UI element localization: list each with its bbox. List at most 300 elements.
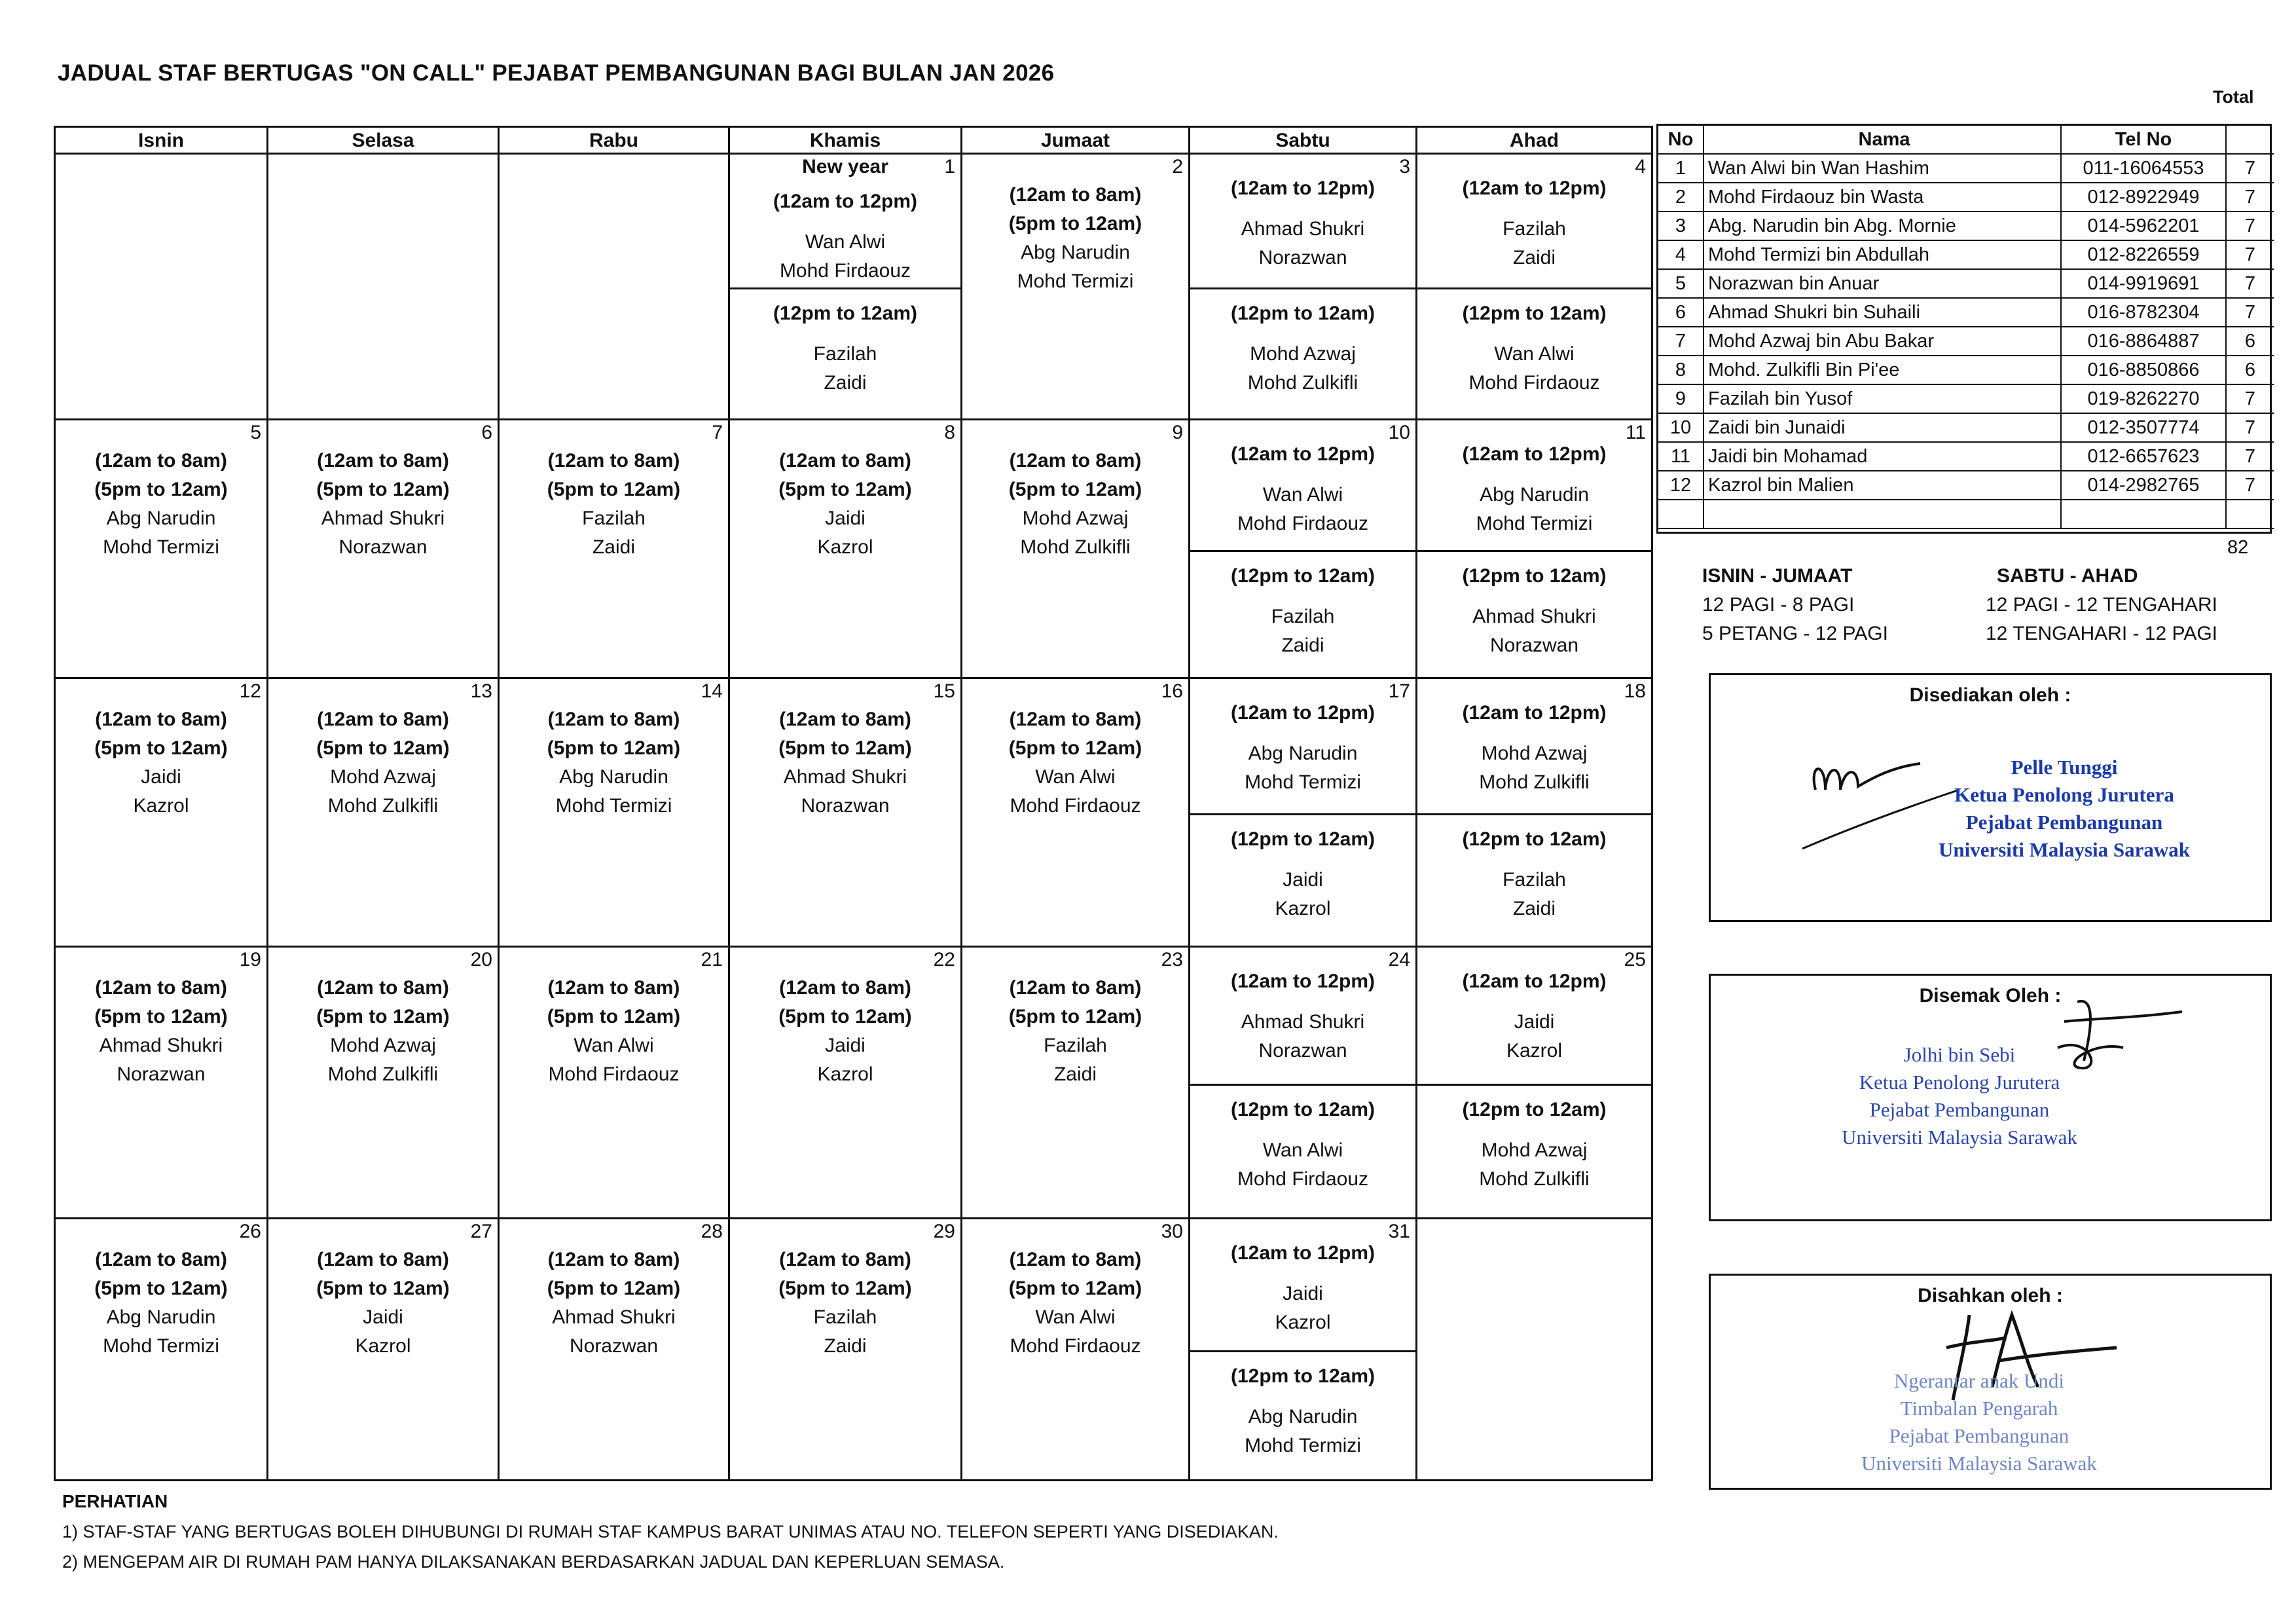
shift-block bbox=[730, 1246, 960, 1361]
day-number: 17 bbox=[1388, 680, 1410, 702]
approved-name: Ngerantar anak Undi bbox=[1894, 1369, 2064, 1392]
staff-col-tel: 014-9919691 bbox=[2060, 270, 2225, 299]
shift-time-evening: (5pm to 12am) bbox=[547, 1278, 681, 1299]
shift-name: Jaidi bbox=[1283, 1283, 1323, 1304]
shift-time-evening: (5pm to 12am) bbox=[547, 1006, 681, 1027]
shift-time-morning: (12am to 8am) bbox=[317, 709, 449, 730]
shift-name: Wan Alwi bbox=[1262, 1139, 1343, 1161]
day-cell-6 bbox=[266, 418, 500, 679]
shift-time-morning: (12am to 8am) bbox=[317, 450, 449, 471]
approved-by-label: Disahkan oleh : bbox=[1918, 1285, 2063, 1306]
shift-block-1 bbox=[1417, 440, 1651, 538]
shift-block bbox=[56, 447, 266, 562]
prepared-name: Pelle Tunggi bbox=[2011, 756, 2118, 779]
shift-block bbox=[962, 447, 1188, 562]
shift-divider bbox=[1417, 287, 1651, 289]
day-number: 25 bbox=[1624, 949, 1646, 970]
shift-name: Mohd Azwaj bbox=[1481, 1139, 1588, 1161]
empty-day-cell bbox=[54, 153, 268, 420]
shift-name: Wan Alwi bbox=[574, 1035, 654, 1056]
day-number: 28 bbox=[701, 1221, 723, 1242]
shift-time-morning: (12am to 8am) bbox=[779, 450, 911, 471]
day-cell-22 bbox=[728, 946, 962, 1219]
shift-name: Jaidi bbox=[1514, 1011, 1555, 1033]
staff-col-name: Norazwan bin Anuar bbox=[1703, 270, 2060, 299]
shift-block-2 bbox=[1417, 299, 1651, 397]
shift-time-evening: (5pm to 12am) bbox=[778, 479, 912, 500]
staff-col-no: 9 bbox=[1675, 388, 1686, 409]
shift-time-evening: (5pm to 12am) bbox=[778, 1278, 912, 1299]
prepared-university: Universiti Malaysia Sarawak bbox=[1938, 838, 2191, 861]
day-cell-12 bbox=[54, 677, 268, 948]
day-cell-27 bbox=[266, 1217, 500, 1481]
checked-position: Ketua Penolong Jurutera bbox=[1859, 1071, 2060, 1094]
shift-name: Mohd Zulkifli bbox=[327, 795, 439, 817]
shift-name: Mohd Azwaj bbox=[330, 766, 436, 788]
shift-time-2: (12pm to 12am) bbox=[1230, 828, 1376, 850]
day-number: 4 bbox=[1635, 156, 1646, 177]
staff-col-no: 1 bbox=[1675, 158, 1686, 179]
shift-name: Mohd Zulkifli bbox=[1247, 372, 1358, 394]
shift-block-1 bbox=[1417, 174, 1651, 272]
shift-name: Mohd Firdaouz bbox=[1237, 513, 1369, 534]
shift-time-morning: (12am to 8am) bbox=[95, 977, 227, 999]
shift-block bbox=[500, 1246, 728, 1361]
day-number: 10 bbox=[1388, 422, 1410, 443]
prepared-position: Ketua Penolong Jurutera bbox=[1954, 783, 2174, 806]
staff-col-no: 8 bbox=[1675, 360, 1686, 380]
day-number: 29 bbox=[933, 1221, 955, 1242]
shift-name: Kazrol bbox=[133, 795, 189, 817]
shift-block-2 bbox=[1190, 562, 1415, 660]
shift-time-morning: (12am to 8am) bbox=[547, 709, 680, 730]
staff-table-row bbox=[1658, 414, 2274, 443]
shift-name: Jaidi bbox=[825, 507, 866, 529]
shift-time-morning: (12am to 8am) bbox=[95, 450, 227, 471]
staff-col-name: Wan Alwi bin Wan Hashim bbox=[1703, 155, 2060, 183]
day-cell-28 bbox=[498, 1217, 730, 1481]
day-cell-3 bbox=[1188, 153, 1417, 420]
day-number: 21 bbox=[701, 949, 723, 970]
shift-time-morning: (12am to 8am) bbox=[1009, 709, 1142, 730]
shift-time-evening: (5pm to 12am) bbox=[94, 1006, 228, 1027]
total-header: Total bbox=[2213, 87, 2254, 107]
shift-block bbox=[56, 1246, 266, 1361]
checked-by-label: Disemak Oleh : bbox=[1919, 985, 2062, 1006]
shift-block-1 bbox=[1417, 967, 1651, 1065]
empty-day-cell bbox=[498, 153, 730, 420]
shift-time-evening: (5pm to 12am) bbox=[547, 479, 681, 500]
day-number: 22 bbox=[933, 949, 955, 970]
shift-name: Zaidi bbox=[1512, 898, 1556, 919]
shift-time-morning: (12am to 8am) bbox=[95, 709, 227, 730]
shift-divider bbox=[1417, 813, 1651, 815]
day-number: 7 bbox=[712, 422, 723, 443]
shift-time-1: (12am to 12pm) bbox=[773, 191, 918, 212]
shift-name: Abg Narudin bbox=[1248, 743, 1358, 764]
day-number: 11 bbox=[1625, 422, 1646, 443]
shift-name: Norazwan bbox=[569, 1335, 659, 1357]
day-header-ahad: Ahad bbox=[1415, 126, 1653, 155]
shift-block bbox=[962, 181, 1188, 296]
day-number: 8 bbox=[944, 422, 955, 443]
notes bbox=[62, 1486, 1279, 1577]
shift-name: Mohd Termizi bbox=[103, 536, 219, 558]
shift-time-morning: (12am to 8am) bbox=[779, 1249, 911, 1270]
shift-name: Mohd Termizi bbox=[1245, 771, 1361, 793]
shift-block-1 bbox=[1190, 440, 1415, 538]
shift-time-evening: (5pm to 12am) bbox=[316, 1006, 450, 1027]
staff-col-no: 5 bbox=[1675, 273, 1686, 294]
day-cell-25 bbox=[1415, 946, 1653, 1219]
staff-col-tel: 019-8262270 bbox=[2060, 385, 2225, 414]
shift-name: Mohd Termizi bbox=[1476, 513, 1593, 534]
day-number: 31 bbox=[1388, 1221, 1410, 1242]
shift-time-2: (12pm to 12am) bbox=[1462, 1099, 1607, 1120]
weekday-shift-1: 12 PAGI - 8 PAGI bbox=[1702, 594, 1855, 616]
weekend-shift-1: 12 PAGI - 12 TENGAHARI bbox=[1985, 594, 2217, 616]
day-cell-10 bbox=[1188, 418, 1417, 679]
prepared-by-label: Disediakan oleh : bbox=[1909, 684, 2071, 706]
day-number: 19 bbox=[239, 949, 261, 970]
shift-block-2 bbox=[1190, 1096, 1415, 1194]
day-cell-11 bbox=[1415, 418, 1653, 679]
shift-time-2: (12pm to 12am) bbox=[1462, 303, 1607, 324]
shift-name: Fazilah bbox=[1503, 218, 1566, 240]
shift-block bbox=[730, 447, 960, 562]
shift-divider bbox=[1417, 1084, 1651, 1086]
staff-col-tel: 012-8226559 bbox=[2060, 241, 2225, 270]
shift-block bbox=[500, 447, 728, 562]
shift-time-evening: (5pm to 12am) bbox=[94, 737, 228, 759]
shift-time-2: (12pm to 12am) bbox=[1462, 828, 1607, 850]
shift-time-1: (12am to 12pm) bbox=[1462, 177, 1607, 199]
day-number: 30 bbox=[1161, 1221, 1183, 1242]
staff-col-name: Ahmad Shukri bin Suhaili bbox=[1703, 299, 2060, 327]
day-number: 9 bbox=[1172, 422, 1183, 443]
staff-col-total: 6 bbox=[2225, 356, 2274, 385]
day-cell-8 bbox=[728, 418, 962, 679]
staff-col-total: 7 bbox=[2225, 155, 2274, 183]
shift-block bbox=[268, 705, 498, 821]
shift-name: Wan Alwi bbox=[1035, 766, 1116, 788]
shift-time-morning: (12am to 8am) bbox=[547, 1249, 680, 1270]
shift-name: Zaidi bbox=[1053, 1063, 1097, 1085]
staff-col-name: Nama bbox=[1703, 126, 2060, 155]
shift-name: Mohd Termizi bbox=[1245, 1435, 1361, 1456]
shift-block bbox=[56, 974, 266, 1089]
day-cell-14 bbox=[498, 677, 730, 948]
staff-col-tel bbox=[2060, 500, 2225, 529]
staff-col-name: Mohd Termizi bin Abdullah bbox=[1703, 241, 2060, 270]
shift-name: Wan Alwi bbox=[1262, 484, 1343, 506]
staff-col-name: Zaidi bin Junaidi bbox=[1703, 414, 2060, 443]
note-item-1: 1) STAF-STAF YANG BERTUGAS BOLEH DIHUBUNGI DI RUMAH STAF KAMPUS BARAT UNIMAS ATAU NO. TELEFON SEPERTI YANG DISEDIAKAN. bbox=[62, 1522, 1279, 1541]
shift-time-evening: (5pm to 12am) bbox=[316, 1278, 450, 1299]
shift-time-morning: (12am to 8am) bbox=[317, 1249, 449, 1270]
day-number: 13 bbox=[470, 680, 492, 702]
shift-time-2: (12pm to 12am) bbox=[1230, 1365, 1376, 1387]
shift-name: Norazwan bbox=[1258, 247, 1347, 268]
shift-name: Zaidi bbox=[824, 372, 867, 394]
shift-time-2: (12pm to 12am) bbox=[1230, 303, 1376, 324]
staff-table bbox=[1656, 124, 2272, 534]
staff-col-name: Fazilah bin Yusof bbox=[1703, 385, 2060, 414]
shift-name: Kazrol bbox=[817, 1063, 873, 1085]
shift-time-evening: (5pm to 12am) bbox=[1008, 479, 1142, 500]
shift-name: Ahmad Shukri bbox=[1472, 606, 1596, 627]
staff-table-row bbox=[1658, 327, 2274, 356]
shift-name: Zaidi bbox=[1281, 635, 1324, 656]
shift-name: Kazrol bbox=[817, 536, 873, 558]
day-cell-29 bbox=[728, 1217, 962, 1481]
shift-time-evening: (5pm to 12am) bbox=[1008, 1006, 1142, 1027]
day-header-selasa: Selasa bbox=[266, 126, 500, 155]
shift-time-morning: (12am to 8am) bbox=[1009, 1249, 1142, 1270]
staff-col-name: Kazrol bin Malien bbox=[1703, 471, 2060, 500]
shift-time-evening: (5pm to 12am) bbox=[778, 1006, 912, 1027]
shift-time-morning: (12am to 8am) bbox=[779, 709, 911, 730]
shift-time-morning: (12am to 8am) bbox=[1009, 450, 1142, 471]
shift-name: Ahmad Shukri bbox=[99, 1035, 223, 1056]
day-number: 5 bbox=[250, 422, 261, 443]
staff-col-no: 10 bbox=[1669, 417, 1692, 438]
staff-col-total: 7 bbox=[2225, 414, 2274, 443]
shift-block bbox=[730, 705, 960, 821]
staff-col-total bbox=[2225, 126, 2274, 155]
shift-name: Mohd Firdaouz bbox=[1237, 1168, 1369, 1190]
shift-name: Abg Narudin bbox=[106, 507, 216, 529]
day-number: 6 bbox=[481, 422, 492, 443]
staff-table-row bbox=[1658, 270, 2274, 299]
staff-table-header bbox=[1658, 126, 2274, 155]
shift-name: Abg Narudin bbox=[1480, 484, 1589, 506]
staff-col-no: No bbox=[1667, 129, 1694, 150]
shift-name: Fazilah bbox=[813, 343, 877, 365]
staff-table-row bbox=[1658, 356, 2274, 385]
shift-name: Norazwan bbox=[1489, 635, 1579, 656]
staff-col-tel: 011-16064553 bbox=[2060, 155, 2225, 183]
day-cell-1 bbox=[728, 153, 962, 420]
staff-col-total: 7 bbox=[2225, 443, 2274, 471]
staff-col-tel: 014-2982765 bbox=[2060, 471, 2225, 500]
shift-name: Mohd Azwaj bbox=[330, 1035, 436, 1056]
shift-divider bbox=[1190, 287, 1415, 289]
weekend-shift-2: 12 TENGAHARI - 12 PAGI bbox=[1985, 623, 2217, 644]
shift-time-evening: (5pm to 12am) bbox=[1008, 213, 1142, 234]
shift-time-1: (12am to 12pm) bbox=[1230, 177, 1376, 199]
shift-name: Mohd Azwaj bbox=[1250, 343, 1356, 365]
shift-time-evening: (5pm to 12am) bbox=[94, 1278, 228, 1299]
shift-time-2: (12pm to 12am) bbox=[1230, 1099, 1376, 1120]
staff-col-tel: 016-8782304 bbox=[2060, 299, 2225, 327]
shift-name: Mohd Firdaouz bbox=[1010, 1335, 1141, 1357]
staff-col-total: 7 bbox=[2225, 241, 2274, 270]
staff-col-total: 6 bbox=[2225, 327, 2274, 356]
shift-name: Mohd Termizi bbox=[555, 795, 672, 817]
day-number: 12 bbox=[239, 680, 261, 702]
weekend-title: SABTU - AHAD bbox=[1997, 565, 2138, 587]
staff-col-tel: 012-6657623 bbox=[2060, 443, 2225, 471]
shift-name: Zaidi bbox=[592, 536, 636, 558]
staff-table-row-empty bbox=[1658, 500, 2274, 529]
shift-block bbox=[962, 974, 1188, 1089]
staff-col-tel: 016-8864887 bbox=[2060, 327, 2225, 356]
staff-col-no: 12 bbox=[1669, 475, 1692, 496]
shift-name: Fazilah bbox=[1503, 869, 1566, 891]
shift-name: Zaidi bbox=[824, 1335, 867, 1357]
shift-name: Jaidi bbox=[825, 1035, 866, 1056]
empty-day-cell bbox=[266, 153, 500, 420]
staff-table-row bbox=[1658, 155, 2274, 183]
checked-name: Jolhi bin Sebi bbox=[1903, 1043, 2016, 1066]
staff-col-no: 2 bbox=[1675, 187, 1686, 208]
day-cell-24 bbox=[1188, 946, 1417, 1219]
staff-col-name: Mohd Azwaj bin Abu Bakar bbox=[1703, 327, 2060, 356]
staff-table-row bbox=[1658, 212, 2274, 241]
day-number: 23 bbox=[1161, 949, 1183, 970]
shift-time-morning: (12am to 8am) bbox=[779, 977, 911, 999]
staff-col-name: Mohd Firdaouz bin Wasta bbox=[1703, 183, 2060, 212]
staff-col-name: Abg. Narudin bin Abg. Mornie bbox=[1703, 212, 2060, 241]
shift-name: Mohd Zulkifli bbox=[1479, 1168, 1590, 1190]
shift-name: Fazilah bbox=[1044, 1035, 1107, 1056]
shift-time-evening: (5pm to 12am) bbox=[1008, 737, 1142, 759]
shift-name: Abg Narudin bbox=[559, 766, 668, 788]
shift-divider bbox=[1417, 550, 1651, 552]
staff-col-no: 4 bbox=[1675, 244, 1686, 265]
shift-name: Fazilah bbox=[1271, 606, 1335, 627]
shift-divider bbox=[1190, 550, 1415, 552]
approved-position: Timbalan Pengarah bbox=[1900, 1397, 2058, 1420]
staff-col-no: 6 bbox=[1675, 302, 1686, 323]
day-number: 14 bbox=[701, 680, 723, 702]
shift-name: Mohd Termizi bbox=[103, 1335, 219, 1357]
shift-time-evening: (5pm to 12am) bbox=[1008, 1278, 1142, 1299]
day-cell-30 bbox=[960, 1217, 1190, 1481]
shift-time-evening: (5pm to 12am) bbox=[547, 737, 681, 759]
shift-name: Ahmad Shukri bbox=[552, 1306, 676, 1328]
checked-by-box bbox=[1709, 974, 2272, 1221]
staff-col-no bbox=[1658, 500, 1703, 529]
weekday-title: ISNIN - JUMAAT bbox=[1702, 565, 1853, 587]
shift-name: Mohd Azwaj bbox=[1481, 743, 1588, 764]
shift-time-evening: (5pm to 12am) bbox=[316, 737, 450, 759]
shift-name: Zaidi bbox=[1512, 247, 1556, 268]
staff-col-name: Jaidi bin Mohamad bbox=[1703, 443, 2060, 471]
shift-block bbox=[268, 447, 498, 562]
shift-block bbox=[962, 1246, 1188, 1361]
shift-time-1: (12am to 12pm) bbox=[1230, 1242, 1376, 1264]
day-cell-23 bbox=[960, 946, 1190, 1219]
day-cell-26 bbox=[54, 1217, 268, 1481]
staff-col-tel: Tel No bbox=[2060, 126, 2225, 155]
shift-name: Mohd Azwaj bbox=[1022, 507, 1129, 529]
shift-block bbox=[962, 705, 1188, 821]
staff-col-total: 7 bbox=[2225, 471, 2274, 500]
shift-time-2: (12pm to 12am) bbox=[773, 303, 918, 324]
staff-col-tel: 012-8922949 bbox=[2060, 183, 2225, 212]
staff-col-total: 7 bbox=[2225, 270, 2274, 299]
shift-block bbox=[268, 1246, 498, 1361]
shift-block-2 bbox=[1190, 1362, 1415, 1460]
day-cell-16 bbox=[960, 677, 1190, 948]
shift-name: Ahmad Shukri bbox=[321, 507, 445, 529]
shift-time-morning: (12am to 8am) bbox=[547, 450, 680, 471]
day-cell-19 bbox=[54, 946, 268, 1219]
prepared-office: Pejabat Pembangunan bbox=[1965, 811, 2163, 834]
day-number: 20 bbox=[470, 949, 492, 970]
staff-col-total bbox=[2225, 500, 2274, 529]
shift-name: Norazwan bbox=[801, 795, 890, 817]
shift-block-2 bbox=[730, 299, 960, 397]
day-number: 26 bbox=[239, 1221, 261, 1242]
shift-name: Kazrol bbox=[355, 1335, 411, 1357]
shift-divider bbox=[1190, 813, 1415, 815]
day-cell-7 bbox=[498, 418, 730, 679]
day-number: 3 bbox=[1399, 156, 1410, 177]
shift-name: Kazrol bbox=[1506, 1040, 1563, 1061]
shift-block-1 bbox=[1190, 699, 1415, 797]
shift-block-1 bbox=[1190, 1239, 1415, 1337]
empty-day-cell bbox=[1415, 1217, 1653, 1481]
day-cell-9 bbox=[960, 418, 1190, 679]
shift-block bbox=[56, 705, 266, 821]
checked-office: Pejabat Pembangunan bbox=[1869, 1098, 2050, 1121]
shift-name: Mohd Zulkifli bbox=[1020, 536, 1131, 558]
day-header-rabu: Rabu bbox=[498, 126, 730, 155]
shift-time-1: (12am to 12pm) bbox=[1462, 702, 1607, 724]
staff-table-row bbox=[1658, 299, 2274, 327]
calendar bbox=[54, 126, 1651, 1481]
shift-name: Kazrol bbox=[1275, 1312, 1331, 1333]
shift-name: Norazwan bbox=[117, 1063, 206, 1085]
day-header-isnin: Isnin bbox=[54, 126, 268, 155]
notes-heading: PERHATIAN bbox=[62, 1491, 168, 1511]
shift-name: Mohd Termizi bbox=[1017, 270, 1134, 292]
shift-block-2 bbox=[1190, 825, 1415, 923]
shift-time-morning: (12am to 8am) bbox=[95, 1249, 227, 1270]
shift-divider bbox=[1190, 1084, 1415, 1086]
shift-time-1: (12am to 12pm) bbox=[1230, 970, 1376, 992]
shift-name: Ahmad Shukri bbox=[1241, 1011, 1365, 1033]
shift-time-2: (12pm to 12am) bbox=[1462, 565, 1607, 587]
weekday-shift-2: 5 PETANG - 12 PAGI bbox=[1702, 623, 1888, 644]
shift-name: Mohd Firdaouz bbox=[548, 1063, 680, 1085]
shift-name: Mohd Firdaouz bbox=[1468, 372, 1600, 394]
shift-name: Fazilah bbox=[582, 507, 646, 529]
shift-name: Mohd Firdaouz bbox=[1010, 795, 1141, 817]
shift-block bbox=[268, 974, 498, 1089]
shift-name: Abg Narudin bbox=[106, 1306, 216, 1328]
day-cell-17 bbox=[1188, 677, 1417, 948]
shift-time-1: (12am to 12pm) bbox=[1462, 443, 1607, 465]
shift-time-2: (12pm to 12am) bbox=[1230, 565, 1376, 587]
shift-time-evening: (5pm to 12am) bbox=[316, 479, 450, 500]
shift-time-morning: (12am to 8am) bbox=[317, 977, 449, 999]
shift-name: Fazilah bbox=[813, 1306, 877, 1328]
shift-block-2 bbox=[1417, 825, 1651, 923]
shift-time-1: (12am to 12pm) bbox=[1230, 443, 1376, 465]
staff-col-total: 7 bbox=[2225, 385, 2274, 414]
day-cell-13 bbox=[266, 677, 500, 948]
day-cell-5 bbox=[54, 418, 268, 679]
day-number: 1 bbox=[944, 156, 955, 177]
staff-col-tel: 014-5962201 bbox=[2060, 212, 2225, 241]
staff-col-name bbox=[1703, 500, 2060, 529]
shift-block-2 bbox=[1417, 1096, 1651, 1194]
shift-time-morning: (12am to 8am) bbox=[1009, 977, 1142, 999]
